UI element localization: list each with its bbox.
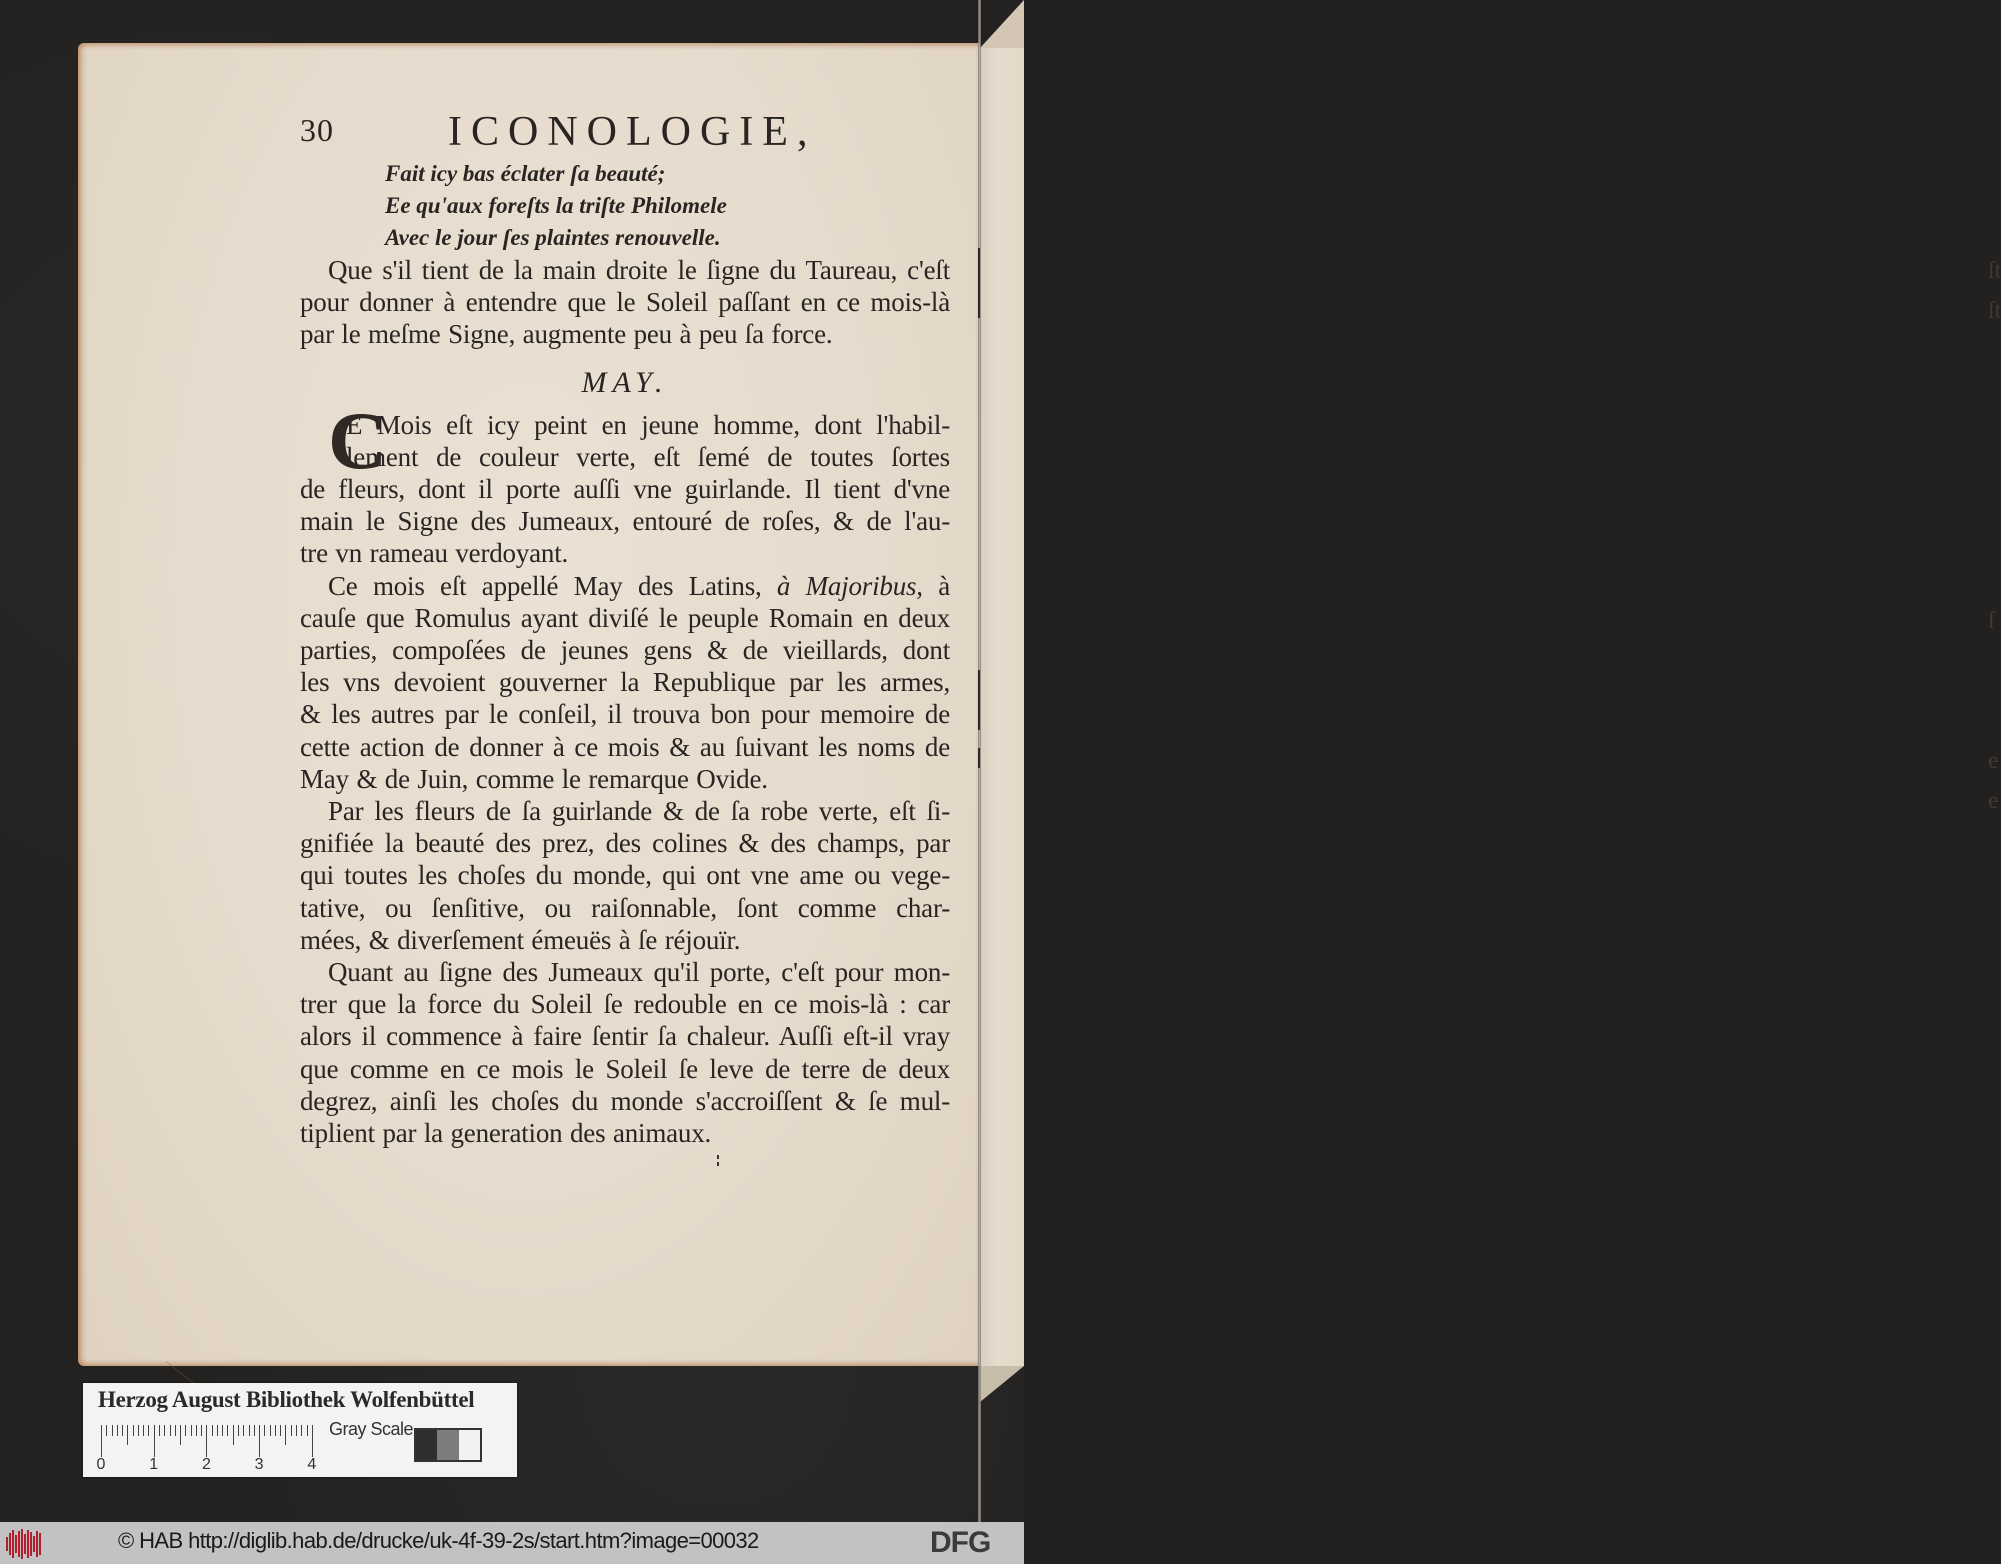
- ruler-tick: [227, 1425, 228, 1436]
- text-span: , à: [916, 570, 950, 601]
- text-line: par le meſme Signe, augmente peu à peu ſa force.: [300, 319, 833, 350]
- ruler-tick: [175, 1425, 176, 1436]
- show-through-glyph: ſt: [1988, 298, 2001, 324]
- show-through-glyph: ſ: [1988, 608, 1995, 634]
- ruler-tick: [117, 1425, 118, 1436]
- ruler-tick: [122, 1425, 123, 1436]
- ruler-tick: [264, 1425, 265, 1436]
- ruler-tick: [307, 1425, 308, 1436]
- ruler-tick: [275, 1425, 276, 1436]
- text-line: cauſe que Romulus ayant diviſé le peuple Romain en deux: [300, 602, 950, 633]
- verse-line: Ee qu'aux foreſts la triſte Philomele: [385, 193, 727, 218]
- copyright-url[interactable]: © HAB http://diglib.hab.de/drucke/uk-4f-39-2s/start.htm?image=00032: [118, 1528, 759, 1553]
- running-head-title: ICONOLOGIE,: [448, 109, 817, 155]
- section-title-may: MAY.: [581, 365, 669, 399]
- ruler-tick: [127, 1425, 128, 1445]
- ruler-tick: [154, 1425, 155, 1457]
- latin-phrase: à Majoribus: [776, 570, 917, 601]
- ruler-tick: [133, 1425, 134, 1436]
- text-line: gnifiée la beauté des prez, des colines & des champs, par: [300, 828, 950, 859]
- dfg-logo: DFG: [930, 1526, 991, 1559]
- ruler-tick: [280, 1425, 281, 1436]
- verse-line: Fait icy bas éclater ſa beauté;: [385, 161, 666, 186]
- text-line: & les autres par le conſeil, il trouva bon pour memoire de: [300, 699, 950, 730]
- gray-swatch: [459, 1430, 480, 1460]
- ruler-tick: [191, 1425, 192, 1436]
- ruler-number: 0: [96, 1456, 106, 1473]
- text-line: pour donner à entendre que le Soleil paſſant en ce mois-là: [300, 287, 950, 318]
- text-line: de fleurs, dont il porte auſſi vne guirlande. Il tient d'vne: [300, 474, 950, 505]
- ruler-tick: [254, 1425, 255, 1436]
- hab-logo-icon: [6, 1529, 44, 1559]
- gray-scale-swatches: [414, 1428, 482, 1462]
- ruler-tick: [301, 1425, 302, 1436]
- ruler-tick: [106, 1425, 107, 1436]
- measurement-ruler: [96, 1423, 317, 1473]
- text-line: tre vn rameau verdoyant.: [300, 538, 569, 569]
- ruler-tick: [138, 1425, 139, 1436]
- text-line: Par les fleurs de ſa guirlande & de ſa robe verte, eſt ſi-: [328, 796, 950, 827]
- paragraph-may-garland: [300, 795, 950, 956]
- ruler-tick: [249, 1425, 250, 1436]
- next-page-corner: [980, 0, 1024, 48]
- text-line: [300, 570, 950, 602]
- ruler-tick: [270, 1425, 271, 1436]
- text-line: parties, compoſées de jeunes gens & de vieillards, dont: [300, 635, 950, 666]
- text-line: lement de couleur verte, eſt ſemé de toutes ſortes: [346, 441, 950, 472]
- text-line: main le Signe des Jumeaux, entouré de roſes, & de l'au-: [300, 506, 950, 537]
- ruler-tick: [296, 1425, 297, 1436]
- gray-swatch: [437, 1430, 458, 1460]
- gray-swatch: [416, 1430, 437, 1460]
- ruler-tick: [212, 1425, 213, 1436]
- verse-line: Avec le jour ſes plaintes renouvelle.: [385, 225, 721, 250]
- ruler-tick: [112, 1425, 113, 1436]
- text-line: degrez, ainſi les choſes du monde s'accroiſſent & ſe mul-: [300, 1085, 950, 1116]
- ruler-tick: [201, 1425, 202, 1436]
- show-through-glyph: ſt: [1988, 258, 2001, 284]
- text-line: tative, ou ſenſitive, ou raiſonnable, ſont comme char-: [300, 892, 950, 923]
- spine-mark: [978, 748, 980, 768]
- text-line: trer que la force du Soleil ſe redouble en ce mois-là : car: [300, 989, 950, 1020]
- ruler-tick: [101, 1425, 102, 1457]
- text-line: mées, & diverſement émeuës à ſe réjouïr.: [300, 924, 741, 955]
- text-line: cette action de donner à ce mois & au ſuivant les noms de: [300, 731, 950, 762]
- text-line: les vns devoient gouverner la Republique par les armes,: [300, 667, 950, 698]
- text-line: alors il commence à faire ſentir ſa chaleur. Auſſi eſt-il vray: [300, 1021, 950, 1052]
- ruler-tick: [164, 1425, 165, 1436]
- ruler-tick: [148, 1425, 149, 1436]
- running-head: [300, 108, 950, 156]
- paper-speck: [717, 1155, 719, 1159]
- text-line: Que s'il tient de la main droite le ſigne du Taureau, c'eſt: [328, 255, 950, 285]
- next-page-corner: [980, 1366, 1024, 1402]
- page-number: 30: [300, 112, 334, 148]
- ruler-tick: [259, 1425, 260, 1457]
- ruler-tick: [233, 1425, 234, 1445]
- text-line: E Mois eſt icy peint en jeune homme, dont l'habil-: [346, 409, 950, 440]
- ruler-tick: [206, 1425, 207, 1457]
- text-line: tiplient par la generation des animaux.: [300, 1118, 712, 1149]
- verse-quote: [300, 158, 950, 254]
- ruler-tick: [159, 1425, 160, 1436]
- ruler-tick: [217, 1425, 218, 1436]
- ruler-number: 1: [149, 1456, 159, 1473]
- ruler-tick: [180, 1425, 181, 1445]
- ruler-tick: [222, 1425, 223, 1436]
- show-through-glyph: e: [1988, 748, 1999, 774]
- ruler-tick: [285, 1425, 286, 1445]
- page-text: [300, 108, 950, 1149]
- text-line: que comme en ce mois le Soleil ſe leve de terre de deux: [300, 1053, 950, 1084]
- gray-scale-label: Gray Scale: [329, 1419, 414, 1439]
- footer-bar: [0, 1522, 1024, 1564]
- spine-mark: [978, 670, 980, 730]
- ruler-number: 2: [201, 1456, 211, 1473]
- paragraph-may-gemini: [300, 956, 950, 1149]
- ruler-tick: [291, 1425, 292, 1436]
- ruler-tick: [196, 1425, 197, 1436]
- ruler-tick: [185, 1425, 186, 1436]
- ruler-tick: [312, 1425, 313, 1457]
- adjacent-page-strip: [980, 48, 2001, 1366]
- ruler-tick: [243, 1425, 244, 1436]
- library-color-card: [83, 1383, 517, 1477]
- text-span: Ce mois eſt appellé May des Latins,: [328, 570, 777, 601]
- drop-cap: C: [328, 394, 388, 486]
- paragraph-may-description: [300, 394, 950, 570]
- paper-speck: [717, 1162, 719, 1166]
- show-through-glyph: e: [1988, 788, 1999, 814]
- paragraph-taurus: [300, 254, 950, 351]
- spine-mark: [978, 248, 980, 318]
- ruler-tick: [238, 1425, 239, 1436]
- ruler-tick: [170, 1425, 171, 1436]
- text-line: May & de Juin, comme le remarque Ovide.: [300, 763, 768, 794]
- ruler-number: 4: [307, 1456, 317, 1473]
- ruler-number: 3: [254, 1456, 264, 1473]
- text-line: Quant au ſigne des Jumeaux qu'il porte, c'eſt pour mon-: [328, 957, 950, 988]
- paragraph-may-etymology: [300, 570, 950, 795]
- text-line: qui toutes les choſes du monde, qui ont vne ame ou vege-: [300, 860, 950, 891]
- ruler-tick: [143, 1425, 144, 1436]
- library-name: Herzog August Bibliothek Wolfenbüttel: [98, 1387, 475, 1412]
